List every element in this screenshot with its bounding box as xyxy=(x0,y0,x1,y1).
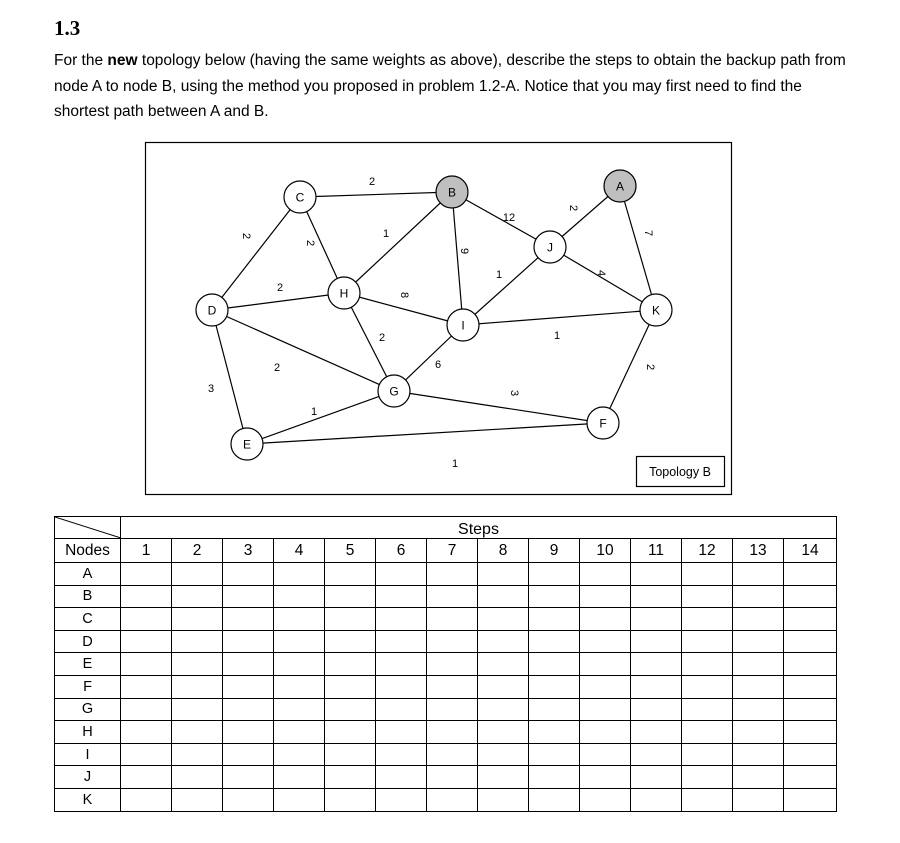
node-label-j: J xyxy=(547,240,553,255)
table-row-i xyxy=(55,743,837,766)
table-cell-e-8[interactable] xyxy=(478,653,529,676)
table-cell-c-14[interactable] xyxy=(784,608,837,631)
table-cell-b-2[interactable] xyxy=(172,585,223,608)
table-row-a xyxy=(55,563,837,586)
table-cell-b-14[interactable] xyxy=(784,585,837,608)
edge-d-e xyxy=(212,310,247,444)
edge-weight-h-i: 8 xyxy=(398,291,410,299)
table-cell-e-6[interactable] xyxy=(376,653,427,676)
table-cell-f-3[interactable] xyxy=(223,675,274,698)
table-cell-d-5[interactable] xyxy=(325,630,376,653)
node-c xyxy=(284,181,316,213)
table-cell-j-10[interactable] xyxy=(580,766,631,789)
table-cell-h-9[interactable] xyxy=(529,721,580,744)
table-cell-b-13[interactable] xyxy=(733,585,784,608)
edge-weight-h-g: 2 xyxy=(378,332,386,344)
table-cell-k-10[interactable] xyxy=(580,788,631,811)
table-cell-k-6[interactable] xyxy=(376,788,427,811)
table-cell-c-7[interactable] xyxy=(427,608,478,631)
table-cell-k-5[interactable] xyxy=(325,788,376,811)
row-label-k: K xyxy=(55,788,121,811)
table-cell-f-13[interactable] xyxy=(733,675,784,698)
table-cell-c-1[interactable] xyxy=(121,608,172,631)
table-cell-g-14[interactable] xyxy=(784,698,837,721)
table-cell-f-5[interactable] xyxy=(325,675,376,698)
node-k xyxy=(640,294,672,326)
step-number-8: 8 xyxy=(478,539,529,563)
table-cell-f-4[interactable] xyxy=(274,675,325,698)
row-label-j: J xyxy=(55,766,121,789)
table-cell-f-11[interactable] xyxy=(631,675,682,698)
node-f xyxy=(587,407,619,439)
topology-caption: Topology B xyxy=(649,465,711,479)
table-row-k xyxy=(55,788,837,811)
table-cell-c-4[interactable] xyxy=(274,608,325,631)
row-label-b: B xyxy=(55,585,121,608)
table-cell-a-6[interactable] xyxy=(376,563,427,586)
node-label-c: C xyxy=(295,190,305,205)
table-cell-i-2[interactable] xyxy=(172,743,223,766)
table-cell-h-2[interactable] xyxy=(172,721,223,744)
table-cell-i-4[interactable] xyxy=(274,743,325,766)
table-cell-j-11[interactable] xyxy=(631,766,682,789)
edge-weight-d-g: 2 xyxy=(273,362,281,374)
edge-e-f xyxy=(247,423,603,444)
table-cell-h-3[interactable] xyxy=(223,721,274,744)
edge-h-b xyxy=(344,192,452,293)
table-cell-g-12[interactable] xyxy=(682,698,733,721)
table-cell-h-14[interactable] xyxy=(784,721,837,744)
edge-weight-b-j: 12 xyxy=(502,212,516,224)
step-number-14: 14 xyxy=(784,539,837,563)
table-cell-j-5[interactable] xyxy=(325,766,376,789)
table-cell-a-7[interactable] xyxy=(427,563,478,586)
table-cell-i-6[interactable] xyxy=(376,743,427,766)
node-a xyxy=(604,170,636,202)
table-cell-i-8[interactable] xyxy=(478,743,529,766)
table-cell-f-8[interactable] xyxy=(478,675,529,698)
edge-d-h xyxy=(212,293,344,310)
table-cell-k-14[interactable] xyxy=(784,788,837,811)
table-cell-c-6[interactable] xyxy=(376,608,427,631)
table-cell-f-12[interactable] xyxy=(682,675,733,698)
node-d xyxy=(196,294,228,326)
table-cell-j-3[interactable] xyxy=(223,766,274,789)
table-cell-c-2[interactable] xyxy=(172,608,223,631)
edge-weight-d-h: 2 xyxy=(276,282,284,294)
step-number-4: 4 xyxy=(274,539,325,563)
table-cell-g-1[interactable] xyxy=(121,698,172,721)
table-cell-g-8[interactable] xyxy=(478,698,529,721)
table-cell-c-5[interactable] xyxy=(325,608,376,631)
row-label-c: C xyxy=(55,608,121,631)
edge-weight-i-g: 6 xyxy=(434,359,442,371)
table-cell-j-6[interactable] xyxy=(376,766,427,789)
table-cell-a-8[interactable] xyxy=(478,563,529,586)
table-cell-i-14[interactable] xyxy=(784,743,837,766)
table-cell-f-10[interactable] xyxy=(580,675,631,698)
table-cell-e-14[interactable] xyxy=(784,653,837,676)
table-cell-c-11[interactable] xyxy=(631,608,682,631)
table-cell-e-2[interactable] xyxy=(172,653,223,676)
table-cell-k-2[interactable] xyxy=(172,788,223,811)
table-cell-k-9[interactable] xyxy=(529,788,580,811)
edge-weight-k-f: 2 xyxy=(644,363,656,371)
table-cell-b-6[interactable] xyxy=(376,585,427,608)
table-cell-h-5[interactable] xyxy=(325,721,376,744)
table-cell-i-7[interactable] xyxy=(427,743,478,766)
table-row-c xyxy=(55,608,837,631)
row-label-g: G xyxy=(55,698,121,721)
table-row-f xyxy=(55,675,837,698)
table-cell-j-7[interactable] xyxy=(427,766,478,789)
step-number-2: 2 xyxy=(172,539,223,563)
row-label-d: D xyxy=(55,630,121,653)
row-label-e: E xyxy=(55,653,121,676)
step-number-7: 7 xyxy=(427,539,478,563)
table-cell-g-10[interactable] xyxy=(580,698,631,721)
table-cell-a-10[interactable] xyxy=(580,563,631,586)
node-g xyxy=(378,375,410,407)
table-cell-a-1[interactable] xyxy=(121,563,172,586)
step-number-3: 3 xyxy=(223,539,274,563)
table-cell-b-3[interactable] xyxy=(223,585,274,608)
edge-weight-a-k: 7 xyxy=(642,229,654,237)
table-cell-c-3[interactable] xyxy=(223,608,274,631)
table-row-j xyxy=(55,766,837,789)
table-cell-j-12[interactable] xyxy=(682,766,733,789)
table-cell-b-10[interactable] xyxy=(580,585,631,608)
table-cell-i-11[interactable] xyxy=(631,743,682,766)
table-cell-e-7[interactable] xyxy=(427,653,478,676)
edge-weight-j-k: 4 xyxy=(595,269,607,277)
table-cell-d-7[interactable] xyxy=(427,630,478,653)
section-number: 1.3 xyxy=(54,16,81,40)
table-cell-k-3[interactable] xyxy=(223,788,274,811)
edge-d-g xyxy=(212,310,394,391)
table-cell-e-12[interactable] xyxy=(682,653,733,676)
table-cell-i-9[interactable] xyxy=(529,743,580,766)
table-cell-a-2[interactable] xyxy=(172,563,223,586)
table-cell-k-12[interactable] xyxy=(682,788,733,811)
table-cell-h-13[interactable] xyxy=(733,721,784,744)
edge-g-f xyxy=(394,391,603,423)
instructions-part1: For the xyxy=(54,52,108,69)
table-cell-d-3[interactable] xyxy=(223,630,274,653)
node-j xyxy=(534,231,566,263)
table-cell-b-8[interactable] xyxy=(478,585,529,608)
table-cell-g-13[interactable] xyxy=(733,698,784,721)
table-cell-h-8[interactable] xyxy=(478,721,529,744)
table-cell-e-5[interactable] xyxy=(325,653,376,676)
table-cell-b-1[interactable] xyxy=(121,585,172,608)
node-label-b: B xyxy=(447,185,457,200)
edge-weight-d-e: 3 xyxy=(207,383,215,395)
table-cell-g-4[interactable] xyxy=(274,698,325,721)
table-cell-e-9[interactable] xyxy=(529,653,580,676)
table-cell-d-12[interactable] xyxy=(682,630,733,653)
table-cell-g-7[interactable] xyxy=(427,698,478,721)
table-row-e xyxy=(55,653,837,676)
edge-weight-g-f: 3 xyxy=(508,389,520,397)
edge-weight-b-i: 9 xyxy=(458,247,470,255)
table-cell-e-11[interactable] xyxy=(631,653,682,676)
node-label-h: H xyxy=(339,286,349,301)
edge-i-k xyxy=(463,310,656,325)
table-cell-h-7[interactable] xyxy=(427,721,478,744)
table-cell-c-8[interactable] xyxy=(478,608,529,631)
table-row-h xyxy=(55,721,837,744)
node-b xyxy=(436,176,468,208)
table-cell-a-12[interactable] xyxy=(682,563,733,586)
step-number-10: 10 xyxy=(580,539,631,563)
table-cell-k-13[interactable] xyxy=(733,788,784,811)
table-cell-b-4[interactable] xyxy=(274,585,325,608)
table-cell-d-11[interactable] xyxy=(631,630,682,653)
node-label-f: F xyxy=(599,416,607,431)
table-cell-f-2[interactable] xyxy=(172,675,223,698)
row-label-f: F xyxy=(55,675,121,698)
steps-table xyxy=(54,516,837,812)
table-cell-f-14[interactable] xyxy=(784,675,837,698)
step-number-1: 1 xyxy=(121,539,172,563)
table-cell-a-9[interactable] xyxy=(529,563,580,586)
table-row-b xyxy=(55,585,837,608)
node-h xyxy=(328,277,360,309)
table-row-d xyxy=(55,630,837,653)
table-cell-f-7[interactable] xyxy=(427,675,478,698)
table-cell-h-10[interactable] xyxy=(580,721,631,744)
table-cell-d-4[interactable] xyxy=(274,630,325,653)
edge-c-d xyxy=(212,197,300,310)
table-cell-j-8[interactable] xyxy=(478,766,529,789)
table-cell-d-1[interactable] xyxy=(121,630,172,653)
node-e xyxy=(231,428,263,460)
table-cell-k-11[interactable] xyxy=(631,788,682,811)
table-cell-i-3[interactable] xyxy=(223,743,274,766)
node-label-g: G xyxy=(389,384,399,399)
table-cell-d-10[interactable] xyxy=(580,630,631,653)
table-cell-e-3[interactable] xyxy=(223,653,274,676)
table-cell-c-10[interactable] xyxy=(580,608,631,631)
table-cell-a-11[interactable] xyxy=(631,563,682,586)
edge-b-j xyxy=(452,192,550,247)
table-cell-f-9[interactable] xyxy=(529,675,580,698)
edge-weight-i-k: 1 xyxy=(553,330,561,342)
node-i xyxy=(447,309,479,341)
edge-weight-e-f: 1 xyxy=(451,458,459,470)
edge-weight-j-a: 2 xyxy=(567,204,579,212)
step-number-12: 12 xyxy=(682,539,733,563)
steps-header: Steps xyxy=(121,517,837,539)
row-label-i: I xyxy=(55,743,121,766)
table-cell-d-9[interactable] xyxy=(529,630,580,653)
table-cell-k-7[interactable] xyxy=(427,788,478,811)
step-number-6: 6 xyxy=(376,539,427,563)
table-cell-c-13[interactable] xyxy=(733,608,784,631)
table-cell-d-14[interactable] xyxy=(784,630,837,653)
edge-c-b xyxy=(300,192,452,197)
table-cell-h-6[interactable] xyxy=(376,721,427,744)
table-cell-f-6[interactable] xyxy=(376,675,427,698)
edge-i-j xyxy=(463,247,550,325)
table-cell-b-5[interactable] xyxy=(325,585,376,608)
table-cell-d-8[interactable] xyxy=(478,630,529,653)
table-cell-g-2[interactable] xyxy=(172,698,223,721)
table-cell-b-11[interactable] xyxy=(631,585,682,608)
table-cell-e-10[interactable] xyxy=(580,653,631,676)
table-cell-h-11[interactable] xyxy=(631,721,682,744)
table-cell-h-4[interactable] xyxy=(274,721,325,744)
table-cell-b-7[interactable] xyxy=(427,585,478,608)
table-cell-k-4[interactable] xyxy=(274,788,325,811)
table-cell-i-5[interactable] xyxy=(325,743,376,766)
table-cell-e-1[interactable] xyxy=(121,653,172,676)
table-cell-i-13[interactable] xyxy=(733,743,784,766)
node-label-e: E xyxy=(242,437,252,452)
instructions-part2: topology below (having the same weights as above), describe the steps to obtain the backup path from node A to node B, using the method you proposed in problem 1.2-A. Notice that you may first need to find the shortest path between A and B. xyxy=(54,52,846,120)
row-label-a: A xyxy=(55,563,121,586)
table-cell-k-1[interactable] xyxy=(121,788,172,811)
table-cell-d-2[interactable] xyxy=(172,630,223,653)
table-corner-cell xyxy=(55,517,121,539)
table-cell-j-9[interactable] xyxy=(529,766,580,789)
table-cell-j-14[interactable] xyxy=(784,766,837,789)
edge-weight-i-j: 1 xyxy=(495,269,503,281)
table-cell-g-9[interactable] xyxy=(529,698,580,721)
node-label-i: I xyxy=(461,318,465,333)
node-label-d: D xyxy=(207,303,217,318)
edge-weight-g-e: 1 xyxy=(310,406,318,418)
table-cell-i-10[interactable] xyxy=(580,743,631,766)
table-cell-j-2[interactable] xyxy=(172,766,223,789)
step-number-11: 11 xyxy=(631,539,682,563)
node-label-a: A xyxy=(615,179,625,194)
table-cell-e-13[interactable] xyxy=(733,653,784,676)
table-cell-j-1[interactable] xyxy=(121,766,172,789)
table-cell-b-9[interactable] xyxy=(529,585,580,608)
node-label-k: K xyxy=(651,303,661,318)
table-cell-c-12[interactable] xyxy=(682,608,733,631)
table-cell-d-6[interactable] xyxy=(376,630,427,653)
edge-weight-h-b: 1 xyxy=(382,228,390,240)
table-row-g xyxy=(55,698,837,721)
table-cell-i-1[interactable] xyxy=(121,743,172,766)
table-cell-i-12[interactable] xyxy=(682,743,733,766)
table-cell-h-12[interactable] xyxy=(682,721,733,744)
table-cell-f-1[interactable] xyxy=(121,675,172,698)
table-cell-h-1[interactable] xyxy=(121,721,172,744)
step-number-9: 9 xyxy=(529,539,580,563)
table-cell-a-3[interactable] xyxy=(223,563,274,586)
table-cell-e-4[interactable] xyxy=(274,653,325,676)
instructions-emphasis: new xyxy=(107,52,138,69)
edge-weight-c-b: 2 xyxy=(368,176,376,188)
table-cell-g-3[interactable] xyxy=(223,698,274,721)
edge-weight-c-d: 2 xyxy=(240,232,252,240)
table-cell-g-11[interactable] xyxy=(631,698,682,721)
step-number-13: 13 xyxy=(733,539,784,563)
table-cell-k-8[interactable] xyxy=(478,788,529,811)
table-cell-d-13[interactable] xyxy=(733,630,784,653)
row-label-h: H xyxy=(55,721,121,744)
table-cell-a-5[interactable] xyxy=(325,563,376,586)
table-cell-a-4[interactable] xyxy=(274,563,325,586)
table-cell-c-9[interactable] xyxy=(529,608,580,631)
table-cell-g-6[interactable] xyxy=(376,698,427,721)
edge-b-i xyxy=(452,192,463,325)
edge-weight-c-h: 2 xyxy=(304,239,316,247)
table-cell-a-14[interactable] xyxy=(784,563,837,586)
nodes-header: Nodes xyxy=(55,539,121,563)
table-cell-a-13[interactable] xyxy=(733,563,784,586)
table-cell-g-5[interactable] xyxy=(325,698,376,721)
table-cell-j-13[interactable] xyxy=(733,766,784,789)
table-cell-b-12[interactable] xyxy=(682,585,733,608)
table-cell-j-4[interactable] xyxy=(274,766,325,789)
step-number-5: 5 xyxy=(325,539,376,563)
